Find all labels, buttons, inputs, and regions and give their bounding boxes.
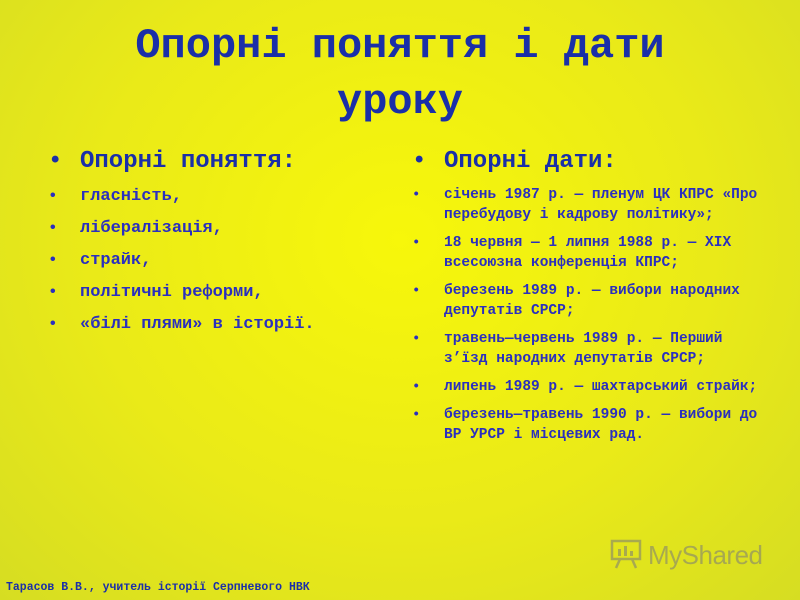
watermark-text: MyShared bbox=[648, 539, 763, 570]
list-item bbox=[412, 233, 767, 273]
list-item bbox=[48, 217, 398, 240]
bullet-icon: • bbox=[412, 407, 421, 423]
date-text: березень 1989 р. — вибори народних депутатів СРСР; bbox=[444, 283, 740, 319]
concept-text: лібералізація, bbox=[80, 219, 223, 238]
author-footer: Тарасов В.В., учитель історії Серпневого НВК bbox=[6, 581, 310, 594]
concepts-list bbox=[48, 185, 398, 336]
list-item bbox=[48, 281, 398, 304]
dates-heading bbox=[412, 145, 767, 179]
bullet-icon: • bbox=[48, 187, 58, 205]
bullet-icon: • bbox=[48, 251, 58, 269]
concept-text: «білі плями» в історії. bbox=[80, 315, 315, 334]
dates-list bbox=[412, 185, 767, 445]
concepts-column bbox=[48, 145, 398, 345]
bullet-icon: • bbox=[48, 315, 58, 333]
list-item bbox=[412, 377, 767, 397]
list-item bbox=[412, 281, 767, 321]
list-item bbox=[412, 185, 767, 225]
bullet-icon: • bbox=[412, 187, 421, 203]
bullet-icon: • bbox=[48, 148, 63, 175]
concepts-heading bbox=[48, 145, 398, 179]
dates-column bbox=[412, 145, 767, 453]
bullet-icon: • bbox=[412, 283, 421, 299]
bullet-icon: • bbox=[412, 235, 421, 251]
list-item bbox=[412, 329, 767, 369]
date-text: травень—червень 1989 р. — Перший з’їзд народних депутатів СРСР; bbox=[444, 331, 723, 367]
watermark-logo bbox=[608, 535, 768, 575]
concept-text: політичні реформи, bbox=[80, 283, 264, 302]
concept-text: страйк, bbox=[80, 251, 152, 270]
bullet-icon: • bbox=[48, 219, 58, 237]
bullet-icon: • bbox=[48, 283, 58, 301]
date-text: липень 1989 р. — шахтарський страйк; bbox=[444, 379, 758, 395]
list-item bbox=[412, 405, 767, 445]
list-item bbox=[48, 249, 398, 272]
date-text: березень—травень 1990 р. — вибори до ВР УРСР і місцевих рад. bbox=[444, 407, 758, 443]
list-item bbox=[48, 313, 398, 336]
date-text: 18 червня — 1 липня 1988 р. — XIX всесоюзна конференція КПРС; bbox=[444, 235, 732, 271]
bullet-icon: • bbox=[412, 379, 421, 395]
concept-text: гласність, bbox=[80, 187, 183, 206]
bullet-icon: • bbox=[412, 148, 427, 175]
presentation-board-icon bbox=[608, 535, 644, 576]
date-text: січень 1987 р. — пленум ЦК КПРС «Про перебудову і кадрову політику»; bbox=[444, 187, 758, 223]
list-item bbox=[48, 185, 398, 208]
dates-heading-text: Опорні дати: bbox=[444, 148, 617, 175]
slide-title: Опорні поняття і дати уроку bbox=[135, 22, 665, 126]
bullet-icon: • bbox=[412, 331, 421, 347]
concepts-heading-text: Опорні поняття: bbox=[80, 148, 297, 175]
